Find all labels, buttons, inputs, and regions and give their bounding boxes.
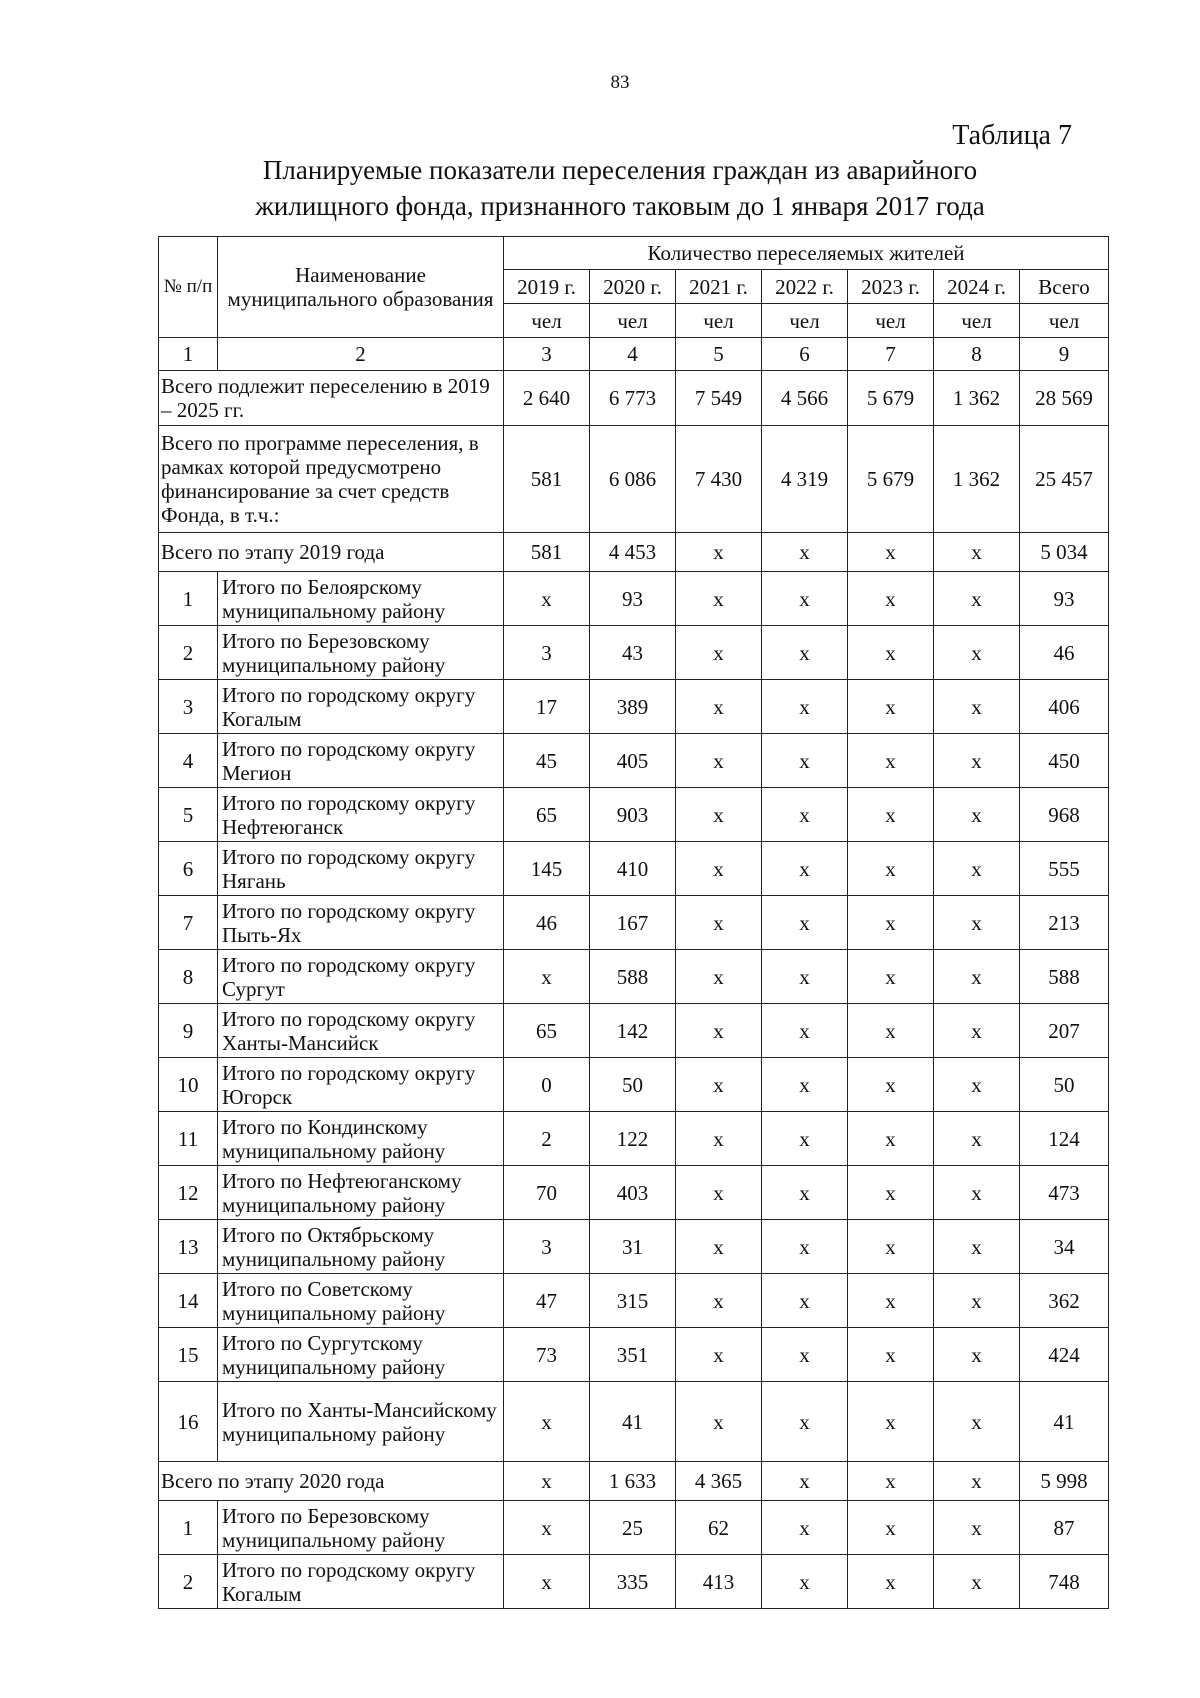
total-value: х	[848, 1462, 934, 1501]
row-value: 315	[590, 1274, 676, 1328]
row-value: 362	[1020, 1274, 1109, 1328]
row-value: х	[762, 1328, 848, 1382]
row-value: х	[676, 788, 762, 842]
total-value: 4 453	[590, 533, 676, 572]
table-row	[159, 1555, 1109, 1609]
header-year: 2023 г.	[848, 270, 934, 304]
row-value: х	[676, 1328, 762, 1382]
row-number: 12	[159, 1166, 218, 1220]
stage-2020-total-row	[159, 1462, 1109, 1501]
total-value: 1 633	[590, 1462, 676, 1501]
row-value: 588	[1020, 950, 1109, 1004]
row-value: х	[848, 1501, 934, 1555]
row-value: 3	[504, 626, 590, 680]
header-unit: чел	[762, 304, 848, 338]
row-value: 17	[504, 680, 590, 734]
row-value: х	[848, 842, 934, 896]
row-value: 87	[1020, 1501, 1109, 1555]
row-value: х	[934, 1555, 1020, 1609]
row-number: 7	[159, 896, 218, 950]
total-value: 6 086	[590, 426, 676, 533]
municipality-name: Итого по городскому округу Сургут	[218, 950, 504, 1004]
municipality-name: Итого по городскому округу Нефтеюганск	[218, 788, 504, 842]
row-value: 903	[590, 788, 676, 842]
row-value: 50	[590, 1058, 676, 1112]
municipality-name: Итого по городскому округу Ханты-Мансийск	[218, 1004, 504, 1058]
municipality-name: Итого по Белоярскому муниципальному району	[218, 572, 504, 626]
row-value: х	[934, 1501, 1020, 1555]
row-value: х	[676, 626, 762, 680]
row-value: 145	[504, 842, 590, 896]
row-value: 34	[1020, 1220, 1109, 1274]
total-value: х	[676, 533, 762, 572]
row-number: 1	[159, 572, 218, 626]
row-value: х	[848, 572, 934, 626]
total-value: 1 362	[934, 371, 1020, 426]
column-index: 9	[1020, 338, 1109, 371]
row-value: 748	[1020, 1555, 1109, 1609]
total-value: х	[762, 533, 848, 572]
total-value: 581	[504, 426, 590, 533]
row-value: х	[504, 1501, 590, 1555]
row-value: 403	[590, 1166, 676, 1220]
municipality-name: Итого по городскому округу Пыть-Ях	[218, 896, 504, 950]
row-number: 8	[159, 950, 218, 1004]
row-number: 4	[159, 734, 218, 788]
row-value: х	[676, 1004, 762, 1058]
title-line-1: Планируемые показатели переселения граждан из аварийного	[262, 155, 978, 185]
row-value: х	[848, 1058, 934, 1112]
row-value: 70	[504, 1166, 590, 1220]
municipality-name: Итого по Сургутскому муниципальному району	[218, 1328, 504, 1382]
header-year: 2019 г.	[504, 270, 590, 304]
row-value: 43	[590, 626, 676, 680]
table-label: Таблица 7	[952, 120, 1072, 151]
row-value: 213	[1020, 896, 1109, 950]
column-index: 2	[218, 338, 504, 371]
table-row	[159, 1112, 1109, 1166]
table-body	[159, 237, 1109, 1609]
row-value: х	[848, 1166, 934, 1220]
row-value: х	[934, 788, 1020, 842]
table-row	[159, 950, 1109, 1004]
page-number: 83	[610, 72, 630, 93]
row-value: х	[848, 680, 934, 734]
row-value: х	[934, 1058, 1020, 1112]
row-value: 73	[504, 1328, 590, 1382]
header-name: Наименование муниципального образования	[218, 237, 504, 338]
total-label: Всего по этапу 2020 года	[159, 1462, 504, 1501]
row-value: х	[676, 950, 762, 1004]
table-row	[159, 1166, 1109, 1220]
row-value: х	[762, 734, 848, 788]
header-unit: чел	[504, 304, 590, 338]
row-value: х	[848, 626, 934, 680]
total-value: 5 679	[848, 426, 934, 533]
row-value: х	[934, 950, 1020, 1004]
municipality-name: Итого по Нефтеюганскому муниципальному району	[218, 1166, 504, 1220]
municipality-name: Итого по городскому округу Нягань	[218, 842, 504, 896]
row-value: х	[504, 1555, 590, 1609]
column-index: 3	[504, 338, 590, 371]
row-value: 555	[1020, 842, 1109, 896]
row-value: х	[762, 1220, 848, 1274]
row-value: 2	[504, 1112, 590, 1166]
row-value: х	[848, 1004, 934, 1058]
total-value: х	[934, 533, 1020, 572]
total-value: 28 569	[1020, 371, 1109, 426]
total-value: 5 034	[1020, 533, 1109, 572]
table-row	[159, 842, 1109, 896]
municipality-name: Итого по городскому округу Когалым	[218, 680, 504, 734]
row-value: х	[676, 1274, 762, 1328]
row-value: 335	[590, 1555, 676, 1609]
row-number: 2	[159, 1555, 218, 1609]
total-value: х	[762, 1462, 848, 1501]
row-value: 588	[590, 950, 676, 1004]
row-value: 406	[1020, 680, 1109, 734]
row-value: х	[934, 1274, 1020, 1328]
header-group: Количество переселяемых жителей	[504, 237, 1109, 270]
row-value: 124	[1020, 1112, 1109, 1166]
row-value: х	[848, 1555, 934, 1609]
column-index: 4	[590, 338, 676, 371]
row-value: 65	[504, 1004, 590, 1058]
row-value: х	[762, 572, 848, 626]
total-row-all	[159, 371, 1109, 426]
row-value: 45	[504, 734, 590, 788]
row-value: х	[934, 680, 1020, 734]
row-value: 31	[590, 1220, 676, 1274]
row-value: х	[848, 896, 934, 950]
row-value: х	[762, 626, 848, 680]
header-unit: чел	[590, 304, 676, 338]
row-value: х	[934, 842, 1020, 896]
total-value: 4 566	[762, 371, 848, 426]
row-value: х	[934, 1004, 1020, 1058]
row-value: х	[934, 1166, 1020, 1220]
header-unit: чел	[848, 304, 934, 338]
row-value: х	[504, 1382, 590, 1462]
table-row	[159, 1004, 1109, 1058]
row-value: х	[934, 734, 1020, 788]
table-row	[159, 1382, 1109, 1462]
resettlement-table	[158, 236, 1109, 1609]
header-year: 2022 г.	[762, 270, 848, 304]
total-value: 7 549	[676, 371, 762, 426]
table-row	[159, 788, 1109, 842]
total-value: 7 430	[676, 426, 762, 533]
row-number: 9	[159, 1004, 218, 1058]
row-value: 41	[590, 1382, 676, 1462]
row-number: 15	[159, 1328, 218, 1382]
table-row	[159, 734, 1109, 788]
municipality-name: Итого по Октябрьскому муниципальному району	[218, 1220, 504, 1274]
municipality-name: Итого по Кондинскому муниципальному району	[218, 1112, 504, 1166]
row-value: х	[676, 1166, 762, 1220]
total-label: Всего подлежит переселению в 2019 – 2025 гг.	[159, 371, 504, 426]
row-value: 410	[590, 842, 676, 896]
row-value: 62	[676, 1501, 762, 1555]
row-value: 25	[590, 1501, 676, 1555]
row-value: х	[762, 1004, 848, 1058]
total-label: Всего по этапу 2019 года	[159, 533, 504, 572]
total-label: Всего по программе переселения, в рамках которой предусмотрено финансирование за счет средств Фонда, в т.ч.:	[159, 426, 504, 533]
row-value: 142	[590, 1004, 676, 1058]
municipality-name: Итого по Советскому муниципальному району	[218, 1274, 504, 1328]
municipality-name: Итого по городскому округу Мегион	[218, 734, 504, 788]
row-value: 0	[504, 1058, 590, 1112]
row-number: 1	[159, 1501, 218, 1555]
table-row	[159, 1328, 1109, 1382]
column-index: 8	[934, 338, 1020, 371]
row-value: 93	[1020, 572, 1109, 626]
header-year: Всего	[1020, 270, 1109, 304]
municipality-name: Итого по городскому округу Когалым	[218, 1555, 504, 1609]
municipality-name: Итого по Березовскому муниципальному району	[218, 1501, 504, 1555]
table-row	[159, 626, 1109, 680]
header-row-index	[159, 338, 1109, 371]
row-value: х	[934, 1112, 1020, 1166]
row-number: 10	[159, 1058, 218, 1112]
row-value: 46	[1020, 626, 1109, 680]
header-unit: чел	[676, 304, 762, 338]
row-number: 3	[159, 680, 218, 734]
row-value: х	[934, 626, 1020, 680]
total-value: 5 998	[1020, 1462, 1109, 1501]
row-value: 207	[1020, 1004, 1109, 1058]
row-value: х	[676, 1058, 762, 1112]
table-row	[159, 1274, 1109, 1328]
total-value: 581	[504, 533, 590, 572]
column-index: 5	[676, 338, 762, 371]
row-value: 450	[1020, 734, 1109, 788]
row-value: 93	[590, 572, 676, 626]
row-value: х	[762, 842, 848, 896]
row-value: х	[848, 1382, 934, 1462]
row-value: 351	[590, 1328, 676, 1382]
row-value: 50	[1020, 1058, 1109, 1112]
municipality-name: Итого по Березовскому муниципальному району	[218, 626, 504, 680]
total-value: 25 457	[1020, 426, 1109, 533]
row-value: х	[676, 1112, 762, 1166]
row-value: х	[762, 1382, 848, 1462]
row-value: х	[676, 1382, 762, 1462]
total-value: 4 319	[762, 426, 848, 533]
municipality-name: Итого по городскому округу Югорск	[218, 1058, 504, 1112]
row-value: 968	[1020, 788, 1109, 842]
row-value: х	[934, 572, 1020, 626]
header-year: 2021 г.	[676, 270, 762, 304]
row-value: х	[762, 1058, 848, 1112]
row-value: х	[504, 950, 590, 1004]
header-unit: чел	[934, 304, 1020, 338]
header-row-1	[159, 237, 1109, 270]
row-value: х	[934, 1220, 1020, 1274]
table-row	[159, 1501, 1109, 1555]
row-value: 3	[504, 1220, 590, 1274]
total-value: х	[504, 1462, 590, 1501]
total-value: 4 365	[676, 1462, 762, 1501]
row-value: 41	[1020, 1382, 1109, 1462]
row-value: х	[676, 1220, 762, 1274]
row-value: х	[762, 680, 848, 734]
table-row	[159, 1058, 1109, 1112]
header-year: 2024 г.	[934, 270, 1020, 304]
total-value: х	[934, 1462, 1020, 1501]
row-value: х	[848, 950, 934, 1004]
document-title	[0, 152, 1200, 224]
row-value: х	[762, 896, 848, 950]
total-value: 2 640	[504, 371, 590, 426]
row-value: х	[848, 1274, 934, 1328]
table-row	[159, 896, 1109, 950]
row-number: 6	[159, 842, 218, 896]
row-value: х	[762, 1166, 848, 1220]
row-value: 46	[504, 896, 590, 950]
stage-2019-total-row	[159, 533, 1109, 572]
row-value: 65	[504, 788, 590, 842]
row-value: х	[848, 1220, 934, 1274]
row-value: х	[504, 572, 590, 626]
header-num: № п/п	[159, 237, 218, 338]
row-number: 16	[159, 1382, 218, 1462]
row-value: 122	[590, 1112, 676, 1166]
row-value: х	[762, 1501, 848, 1555]
row-value: 389	[590, 680, 676, 734]
header-year: 2020 г.	[590, 270, 676, 304]
municipality-name: Итого по Ханты-Мансийскому муниципальному району	[218, 1382, 504, 1462]
row-value: х	[762, 1274, 848, 1328]
row-number: 13	[159, 1220, 218, 1274]
row-value: х	[762, 1112, 848, 1166]
row-value: 473	[1020, 1166, 1109, 1220]
table-row	[159, 680, 1109, 734]
row-value: 405	[590, 734, 676, 788]
title-line-2: жилищного фонда, признанного таковым до 1 января 2017 года	[255, 191, 985, 221]
total-value: 5 679	[848, 371, 934, 426]
row-value: х	[676, 734, 762, 788]
row-value: 413	[676, 1555, 762, 1609]
total-value: 1 362	[934, 426, 1020, 533]
header-unit: чел	[1020, 304, 1109, 338]
row-value: 424	[1020, 1328, 1109, 1382]
table-row	[159, 572, 1109, 626]
row-value: х	[934, 1328, 1020, 1382]
total-value: 6 773	[590, 371, 676, 426]
row-number: 14	[159, 1274, 218, 1328]
total-row-program	[159, 426, 1109, 533]
row-value: х	[676, 842, 762, 896]
row-number: 5	[159, 788, 218, 842]
column-index: 6	[762, 338, 848, 371]
row-value: х	[676, 572, 762, 626]
row-value: 47	[504, 1274, 590, 1328]
row-value: х	[848, 1112, 934, 1166]
row-number: 11	[159, 1112, 218, 1166]
row-value: х	[848, 734, 934, 788]
row-value: х	[848, 788, 934, 842]
row-value: х	[934, 896, 1020, 950]
row-value: х	[676, 896, 762, 950]
column-index: 1	[159, 338, 218, 371]
row-value: 167	[590, 896, 676, 950]
row-value: х	[762, 950, 848, 1004]
total-value: х	[848, 533, 934, 572]
row-value: х	[676, 680, 762, 734]
row-value: х	[762, 788, 848, 842]
row-number: 2	[159, 626, 218, 680]
row-value: х	[934, 1382, 1020, 1462]
column-index: 7	[848, 338, 934, 371]
table-row	[159, 1220, 1109, 1274]
row-value: х	[762, 1555, 848, 1609]
row-value: х	[848, 1328, 934, 1382]
